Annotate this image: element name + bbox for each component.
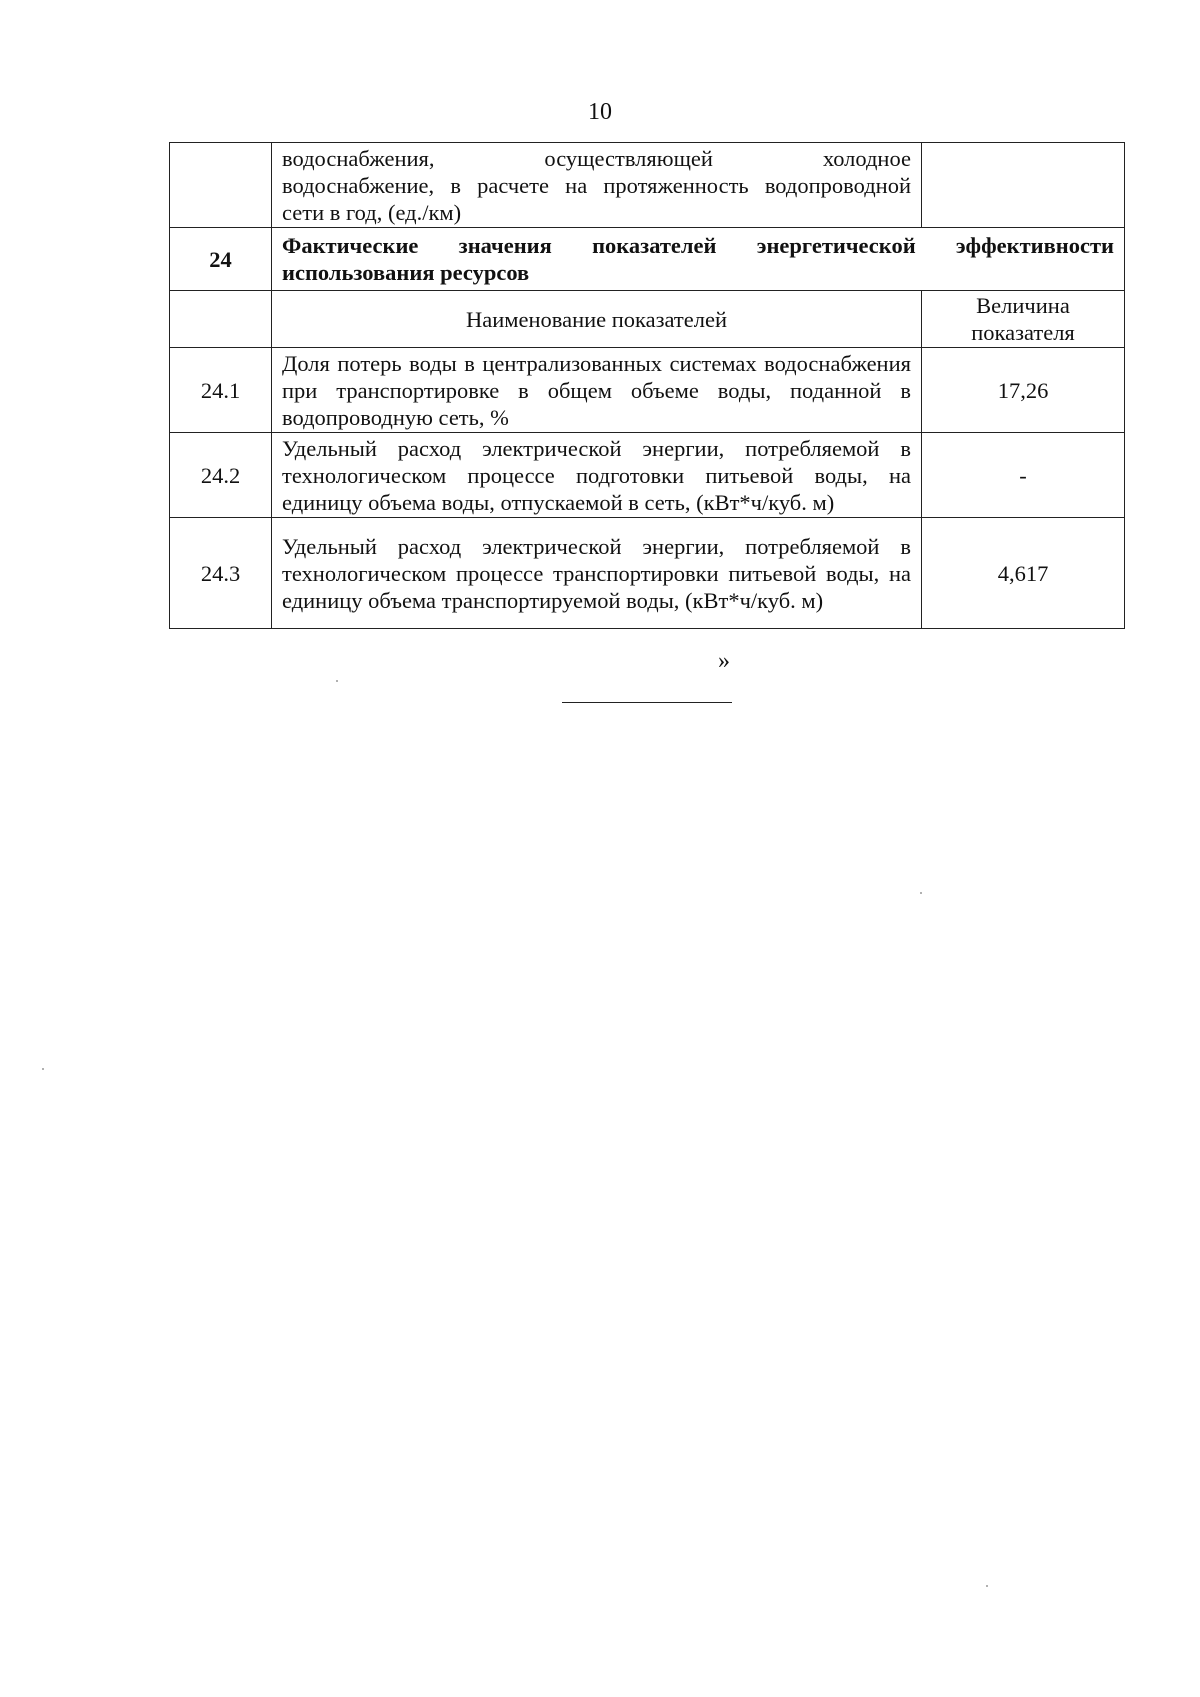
row-value-cell: 17,26 — [922, 348, 1125, 433]
scan-speck — [42, 1068, 44, 1070]
scan-speck — [336, 680, 338, 682]
row-description-cell: Доля потерь воды в централизованных системах водоснабжения при транспортировке в общем объеме воды, поданной в водопроводную сеть, % — [272, 348, 922, 433]
description-line: сети в год, (ед./км) — [282, 199, 462, 225]
table-row — [170, 143, 1125, 228]
page-number: 10 — [588, 99, 612, 125]
header-value-line: показателя — [971, 320, 1075, 345]
table-row — [170, 518, 1125, 629]
scan-speck — [920, 892, 922, 894]
row-number-cell: 24.2 — [170, 433, 272, 518]
row-number-cell: 24.3 — [170, 518, 272, 629]
row-value-cell: 4,617 — [922, 518, 1125, 629]
header-value-line: Величина — [976, 293, 1070, 318]
table-row — [170, 348, 1125, 433]
row-number-cell — [170, 143, 272, 228]
section-number-cell: 24 — [170, 228, 272, 291]
table-row — [170, 433, 1125, 518]
header-number-cell — [170, 291, 272, 348]
row-description-cell — [272, 143, 922, 228]
header-name-cell: Наименование показателей — [272, 291, 922, 348]
section-row — [170, 228, 1125, 291]
indicators-table — [169, 142, 1125, 629]
row-description-cell: Удельный расход электрической энергии, потребляемой в технологическом процессе подготовки питьевой воды, на единицу объема воды, отпускаемой в сеть, (кВт*ч/куб. м) — [272, 433, 922, 518]
description-line: водоснабжения, осуществляющей холодное — [282, 145, 911, 171]
section-title-line: использования ресурсов — [282, 260, 530, 285]
header-row — [170, 291, 1125, 348]
row-value-cell: - — [922, 433, 1125, 518]
closing-divider-line — [562, 702, 732, 703]
row-value-cell — [922, 143, 1125, 228]
header-value-cell — [922, 291, 1125, 348]
closing-quote: » — [718, 648, 730, 674]
row-description-cell: Удельный расход электрической энергии, потребляемой в технологическом процессе транспортировки питьевой воды, на единицу объема транспортируемой воды, (кВт*ч/куб. м) — [272, 518, 922, 629]
section-title-cell — [272, 228, 1125, 291]
scan-speck — [986, 1585, 988, 1587]
section-title-line: Фактические значения показателей энергетической эффективности — [282, 233, 1114, 258]
row-number-cell: 24.1 — [170, 348, 272, 433]
description-line: водоснабжение, в расчете на протяженность водопроводной — [282, 172, 911, 198]
